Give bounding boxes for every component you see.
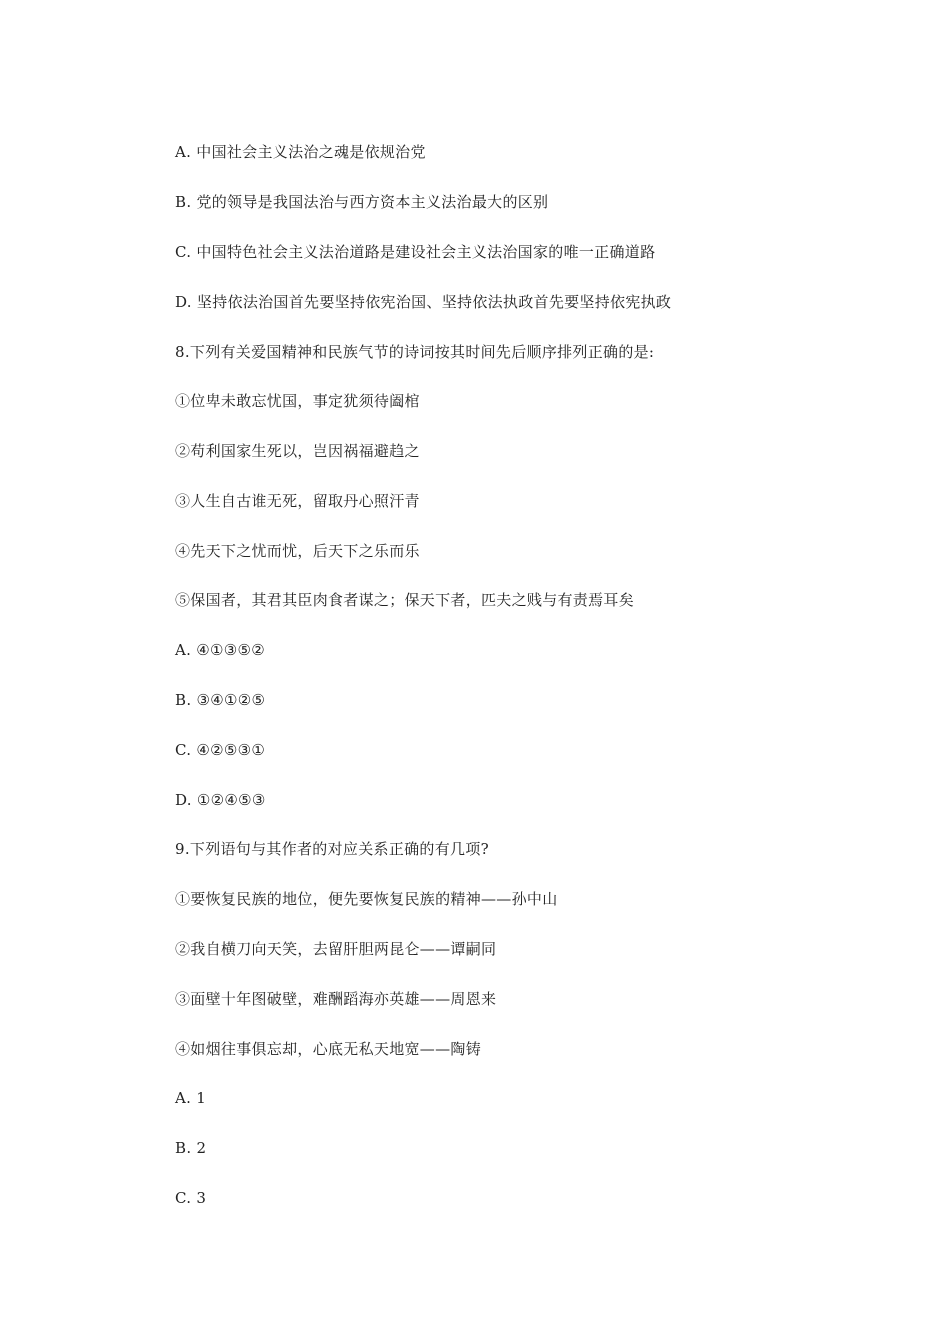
q8-item-4: ④先天下之忧而忧，后天下之乐而乐 <box>175 542 420 560</box>
q9-item-4: ④如烟往事俱忘却，心底无私天地宽——陶铸 <box>175 1040 482 1058</box>
q9-option-a: A. 1 <box>175 1089 207 1107</box>
q8-option-c: C. ④②⑤③① <box>175 741 266 759</box>
q8-item-3: ③人生自古谁无死，留取丹心照汗青 <box>175 492 420 510</box>
q9-option-b: B. 2 <box>175 1139 207 1157</box>
q9-item-3: ③面壁十年图破壁，难酬蹈海亦英雄——周恩来 <box>175 990 497 1008</box>
q8-item-5: ⑤保国者，其君其臣肉食者谋之；保天下者，匹夫之贱与有责焉耳矣 <box>175 591 635 609</box>
q7-option-d: D. 坚持依法治国首先要坚持依宪治国、坚持依法执政首先要坚持依宪执政 <box>175 293 672 311</box>
q7-option-a: A. 中国社会主义法治之魂是依规治党 <box>175 143 426 161</box>
q9-item-2: ②我自横刀向天笑，去留肝胆两昆仑——谭嗣同 <box>175 940 497 958</box>
q8-option-a: A. ④①③⑤② <box>175 641 266 659</box>
q8-item-1: ①位卑未敢忘忧国，事定犹须待阖棺 <box>175 392 420 410</box>
q8-item-2: ②苟利国家生死以，岂因祸福避趋之 <box>175 442 420 460</box>
q9-option-c: C. 3 <box>175 1189 207 1207</box>
q9-stem: 9.下列语句与其作者的对应关系正确的有几项? <box>175 840 489 858</box>
q8-stem: 8.下列有关爱国精神和民族气节的诗词按其时间先后顺序排列正确的是: <box>175 343 655 361</box>
q7-option-c: C. 中国特色社会主义法治道路是建设社会主义法治国家的唯一正确道路 <box>175 243 656 261</box>
q8-option-b: B. ③④①②⑤ <box>175 691 266 709</box>
q9-item-1: ①要恢复民族的地位，便先要恢复民族的精神——孙中山 <box>175 890 558 908</box>
q8-option-d: D. ①②④⑤③ <box>175 791 266 809</box>
q7-option-b: B. 党的领导是我国法治与西方资本主义法治最大的区别 <box>175 193 549 211</box>
